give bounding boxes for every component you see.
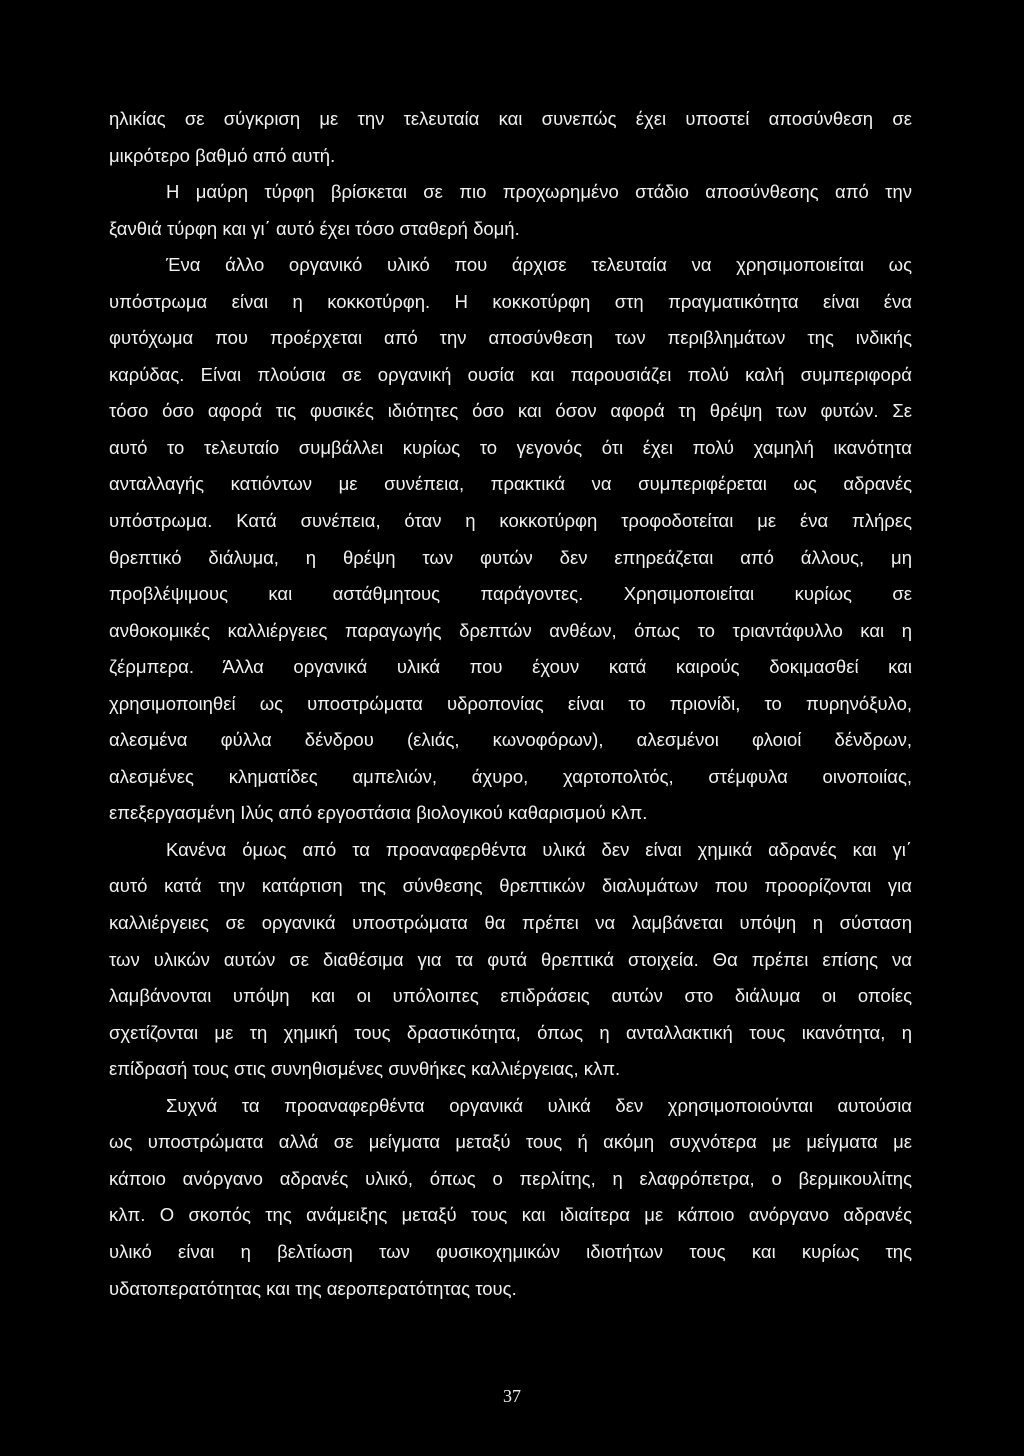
text-line: χρησιμοποιηθεί ως υποστρώματα υδροπονίας είναι το πριονίδι, το πυρηνόξυλο, xyxy=(109,692,912,714)
text-line: κάποιο ανόργανο αδρανές υλικό, όπως ο περλίτης, η ελαφρόπετρα, ο βερμικουλίτης xyxy=(109,1167,912,1189)
text-line: ανθοκομικές καλλιέργειες παραγωγής δρεπτών ανθέων, όπως το τριαντάφυλλο και η xyxy=(109,619,912,641)
text-line: λαμβάνονται υπόψη και οι υπόλοιπες επιδράσεις αυτών στο διάλυμα οι οποίες xyxy=(109,985,912,1007)
text-line: επίδρασή τους στις συνηθισμένες συνθήκες καλλιέργειας, κλπ. xyxy=(109,1058,621,1080)
text-line: ως υποστρώματα αλλά σε μείγματα μεταξύ τους ή ακόμη συχνότερα με μείγματα με xyxy=(109,1131,912,1153)
text-line: σχετίζονται με τη χημική τους δραστικότητα, όπως η ανταλλακτική τους ικανότητα, η xyxy=(109,1021,912,1043)
text-line: καλλιέργειες σε οργανικά υποστρώματα θα πρέπει να λαμβάνεται υπόψη η σύσταση xyxy=(109,912,912,934)
text-line: τόσο όσο αφορά τις φυσικές ιδιότητες όσο και όσον αφορά τη θρέψη των φυτών. Σε xyxy=(109,400,912,422)
text-line: Η μαύρη τύρφη βρίσκεται σε πιο προχωρημένο στάδιο αποσύνθεσης από την xyxy=(166,181,912,203)
text-line: προβλέψιμους και αστάθμητους παράγοντες. Χρησιμοποιείται κυρίως σε xyxy=(109,583,912,605)
text-line: θρεπτικό διάλυμα, η θρέψη των φυτών δεν επηρεάζεται από άλλους, μη xyxy=(109,546,912,568)
text-line: φυτόχωμα που προέρχεται από την αποσύνθεση των περιβλημάτων της ινδικής xyxy=(109,327,912,349)
text-line: ανταλλαγής κατιόντων με συνέπεια, πρακτικά να συμπεριφέρεται ως αδρανές xyxy=(109,473,912,495)
body-text xyxy=(109,101,912,1307)
text-line: ηλικίας σε σύγκριση με την τελευταία και συνεπώς έχει υποστεί αποσύνθεση σε xyxy=(109,108,912,129)
text-line: υδατοπερατότητας και της αεροπερατότητας τους. xyxy=(109,1277,517,1299)
text-line: αυτό το τελευταίο συμβάλλει κυρίως το γεγονός ότι έχει πολύ χαμηλή ικανότητα xyxy=(109,436,912,458)
text-line: ξανθιά τύρφη και γι΄ αυτό έχει τόσο σταθερή δομή. xyxy=(109,217,520,239)
text-line: μικρότερο βαθμό από αυτή. xyxy=(109,144,336,166)
text-line: επεξεργασμένη Ιλύς από εργοστάσια βιολογικού καθαρισμού κλπ. xyxy=(109,802,648,824)
text-line: Ένα άλλο οργανικό υλικό που άρχισε τελευταία να χρησιμοποιείται ως xyxy=(166,254,912,276)
text-line: Κανένα όμως από τα προαναφερθέντα υλικά δεν είναι χημικά αδρανές και γι΄ xyxy=(166,838,912,860)
text-line: υπόστρωμα. Κατά συνέπεια, όταν η κοκκοτύρφη τροφοδοτείται με ένα πλήρες xyxy=(109,510,912,532)
text-line: Συχνά τα προαναφερθέντα οργανικά υλικά δεν χρησιμοποιούνται αυτούσια xyxy=(166,1094,912,1116)
text-line: αυτό κατά την κατάρτιση της σύνθεσης θρεπτικών διαλυμάτων που προορίζονται για xyxy=(109,875,912,897)
text-line: κλπ. Ο σκοπός της ανάμειξης μεταξύ τους και ιδιαίτερα με κάποιο ανόργανο αδρανές xyxy=(109,1204,912,1226)
text-line: αλεσμένες κληματίδες αμπελιών, άχυρο, χαρτοπολτός, στέμφυλα οινοποιίας, xyxy=(109,765,912,787)
text-line: καρύδας. Είναι πλούσια σε οργανική ουσία και παρουσιάζει πολύ καλή συμπεριφορά xyxy=(109,363,912,385)
text-line: υλικό είναι η βελτίωση των φυσικοχημικών ιδιοτήτων τους και κυρίως της xyxy=(109,1240,912,1262)
text-line: ζέρμπερα. Άλλα οργανικά υλικά που έχουν κατά καιρούς δοκιμασθεί και xyxy=(109,656,912,678)
page-number: 37 xyxy=(503,1386,521,1406)
text-line: υπόστρωμα είναι η κοκκοτύρφη. Η κοκκοτύρφη στη πραγματικότητα είναι ένα xyxy=(109,290,912,312)
text-line: των υλικών αυτών σε διαθέσιμα για τα φυτά θρεπτικά στοιχεία. Θα πρέπει επίσης να xyxy=(109,948,912,970)
text-line: αλεσμένα φύλλα δένδρου (ελιάς, κωνοφόρων), αλεσμένοι φλοιοί δένδρων, xyxy=(109,729,912,751)
